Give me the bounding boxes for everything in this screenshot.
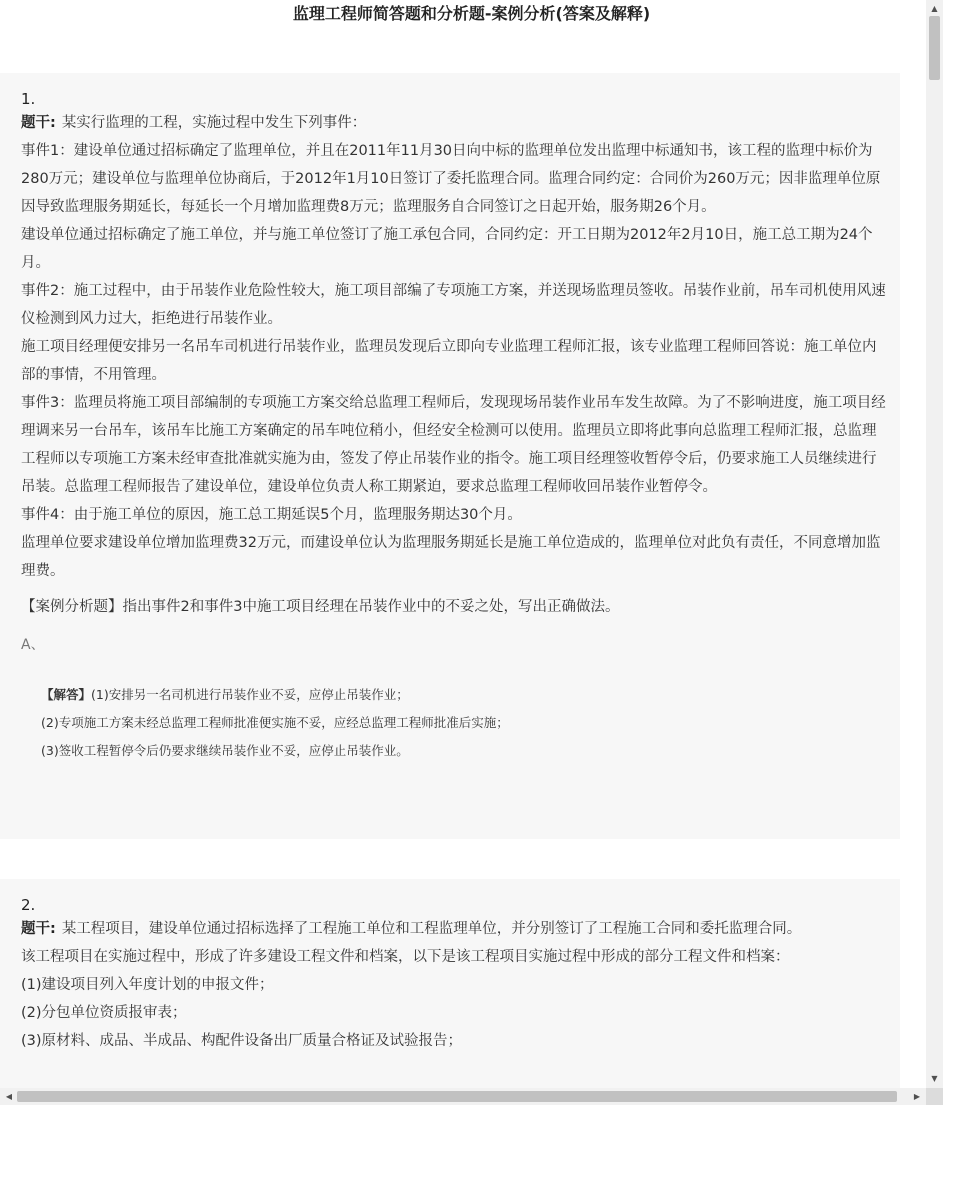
stem-label: 题干:	[21, 115, 56, 131]
page-title: 监理工程师简答题和分析题-案例分析(答案及解释)	[292, 4, 651, 23]
question-card-2	[0, 879, 900, 1088]
horizontal-scroll-thumb[interactable]	[17, 1091, 897, 1102]
case-question	[21, 593, 890, 621]
stem-paragraph: 建设单位通过招标确定了施工单位，并与施工单位签订了施工承包合同，合同约定：开工日期为2012年2月10日，施工总工期为24个月。	[21, 227, 873, 271]
stem-paragraph: (1)建设项目列入年度计划的申报文件；	[21, 977, 274, 993]
stem-paragraph: 事件1：建设单位通过招标确定了监理单位，并且在2011年11月30日向中标的监理单位发出监理中标通知书，该工程的监理中标价为280万元；建设单位与监理单位协商后，于2012年1月10日签订了委托监理合同。监理合同约定：合同价为260万元；因非监理单位原因导致监理服务期延长，每延长一个月增加监理费8万元；监理服务自合同签订之日起开始，服务期26个月。	[21, 143, 881, 215]
question-stem	[21, 109, 890, 137]
scroll-right-icon[interactable]: ▶	[913, 1092, 921, 1101]
answer-line	[41, 681, 890, 709]
stem-paragraph: 事件2：施工过程中，由于吊装作业危险性较大，施工项目部编了专项施工方案，并送现场监理员签收。吊装作业前，吊车司机使用风速仪检测到风力过大，拒绝进行吊装作业。	[21, 283, 886, 327]
vertical-scroll-thumb[interactable]	[929, 16, 940, 80]
answer-label: 【解答】	[41, 687, 92, 702]
stem-intro: 某工程项目，建设单位通过招标选择了工程施工单位和工程监理单位，并分别签订了工程施工合同和委托监理合同。	[61, 921, 802, 937]
answer-line: (2)专项施工方案未经总监理工程师批准便实施不妥，应经总监理工程师批准后实施；	[41, 715, 509, 730]
answer-line: (3)签收工程暂停令后仍要求继续吊装作业不妥，应停止吊装作业。	[41, 743, 409, 758]
answer-line-text: (1)安排另一名司机进行吊装作业不妥，应停止吊装作业；	[91, 687, 409, 702]
scroll-down-icon[interactable]: ▼	[931, 1074, 938, 1083]
scroll-left-icon[interactable]: ◀	[5, 1092, 13, 1101]
stem-paragraph: (3)原材料、成品、半成品、构配件设备出厂质量合格证及试验报告；	[21, 1033, 463, 1049]
question-stem	[21, 915, 890, 943]
case-tag: 【案例分析题】	[21, 599, 123, 615]
case-question-text: 指出事件2和事件3中施工项目经理在吊装作业中的不妥之处，写出正确做法。	[122, 599, 620, 615]
question-number: 2.	[21, 896, 36, 914]
option-a[interactable]: A、	[21, 637, 45, 653]
horizontal-scrollbar[interactable]	[0, 1088, 926, 1105]
question-card-1	[0, 73, 900, 839]
stem-paragraph: (2)分包单位资质报审表；	[21, 1005, 187, 1021]
stem-intro: 某实行监理的工程，实施过程中发生下列事件：	[61, 115, 367, 131]
vertical-scrollbar[interactable]	[926, 0, 943, 1088]
scroll-up-icon[interactable]: ▲	[931, 4, 938, 13]
answer-block	[41, 681, 890, 765]
stem-paragraph: 事件3：监理员将施工项目部编制的专项施工方案交给总监理工程师后，发现现场吊装作业吊车发生故障。为了不影响进度，施工项目经理调来另一台吊车，该吊车比施工方案确定的吊车吨位稍小，但经安全检测可以使用。监理员立即将此事向总监理工程师汇报，总监理工程师以专项施工方案未经审查批准就实施为由，签发了停止吊装作业的指令。施工项目经理签收暂停令后，仍要求施工人员继续进行吊装。总监理工程师报告了建设单位，建设单位负责人称工期紧迫，要求总监理工程师收回吊装作业暂停令。	[21, 395, 886, 495]
stem-paragraph: 事件4：由于施工单位的原因，施工总工期延误5个月，监理服务期达30个月。	[21, 507, 522, 523]
stem-paragraph: 监理单位要求建设单位增加监理费32万元，而建设单位认为监理服务期延长是施工单位造成的，监理单位对此负有责任，不同意增加监理费。	[21, 535, 881, 579]
stem-paragraph: 该工程项目在实施过程中，形成了许多建设工程文件和档案，以下是该工程项目实施过程中形成的部分工程文件和档案：	[21, 949, 790, 965]
stem-label: 题干:	[21, 921, 56, 937]
scrollbar-corner	[926, 1088, 943, 1105]
question-number: 1.	[21, 90, 36, 108]
stem-paragraph: 施工项目经理便安排另一名吊车司机进行吊装作业，监理员发现后立即向专业监理工程师汇报，该专业监理工程师回答说：施工单位内部的事情，不用管理。	[21, 339, 877, 383]
